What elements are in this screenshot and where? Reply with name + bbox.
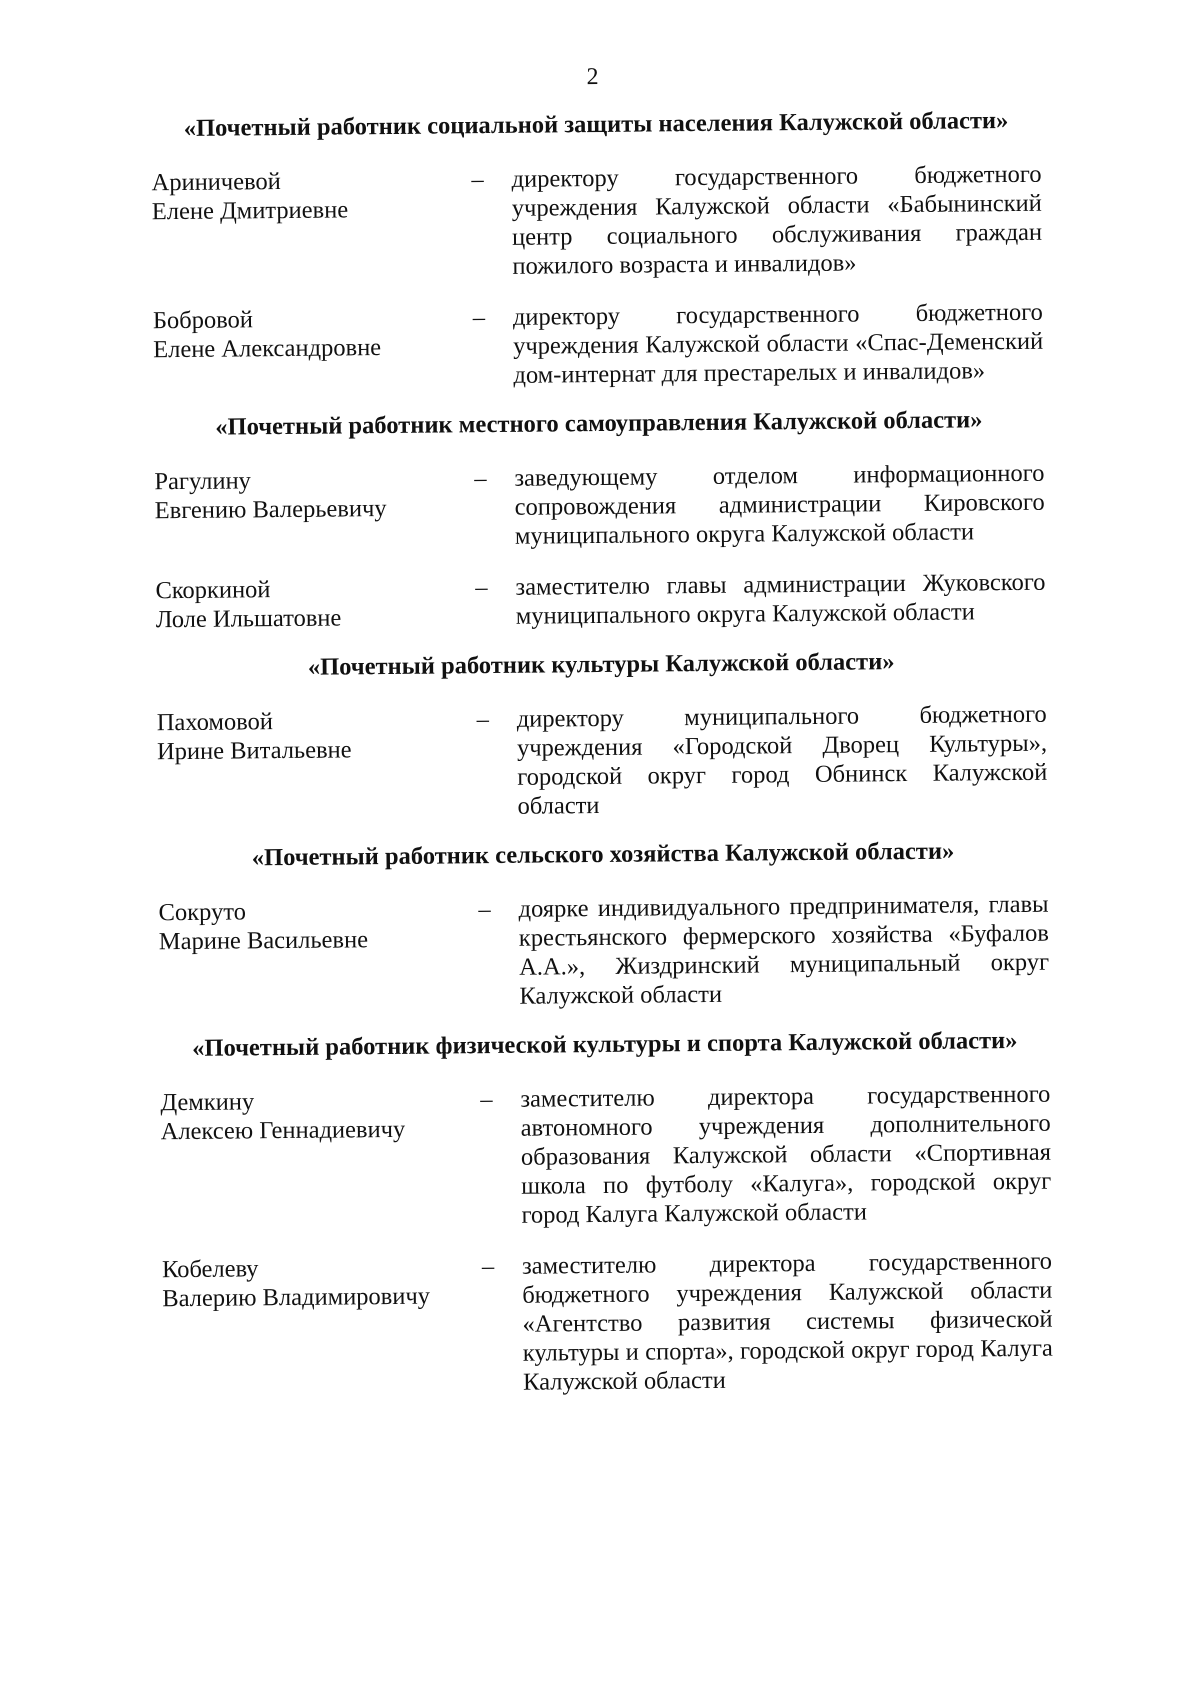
entry-dash: – <box>481 1253 495 1281</box>
recipient-surname: Сокруто <box>158 898 247 927</box>
recipient-given-names: Елене Дмитриевне <box>151 196 349 226</box>
entry-dash: – <box>475 574 488 602</box>
awards-list <box>151 106 1053 1420</box>
recipient-surname: Рагулину <box>154 467 251 496</box>
award-section-sport <box>160 1026 1053 1401</box>
entry-dash: – <box>471 166 484 194</box>
award-title: «Почетный работник социальной защиты населения Калужской области» <box>183 107 1009 142</box>
recipient-given-names: Елене Александровне <box>153 334 382 364</box>
recipient-position: директору государственного бюджетного учреждения Калужской области «Спас-Деменский дом-интернат для престарелых и инвалидов» <box>512 298 1044 389</box>
recipient-surname: Демкину <box>160 1088 255 1117</box>
recipient-position: заведующему отделом информационного сопровождения администрации Кировского муниципального округа Калужской области <box>514 459 1045 550</box>
recipient-position: директору муниципального бюджетного учреждения «Городской Дворец Культуры», городской округ город Обнинск Калужской области <box>516 700 1048 820</box>
award-entry <box>158 890 1049 1015</box>
recipient-name <box>154 464 460 525</box>
recipient-surname: Бобровой <box>152 306 254 335</box>
award-entry <box>154 459 1045 555</box>
award-entry <box>151 160 1042 285</box>
award-title: «Почетный работник местного самоуправления Калужской области» <box>215 406 983 441</box>
recipient-given-names: Ирине Витальевне <box>156 736 352 766</box>
recipient-name <box>162 1252 468 1313</box>
award-entry <box>160 1080 1051 1234</box>
award-section-culture <box>156 646 1048 825</box>
recipient-name <box>158 895 464 956</box>
recipient-surname: Пахомовой <box>156 708 274 737</box>
recipient-position: доярке индивидуального предпринимателя, главы крестьянского фермерского хозяйства «Буфалов А.А.», Жиздринский муниципальный округ Калужской области <box>518 890 1050 1010</box>
recipient-name <box>153 303 459 364</box>
recipient-position: директору государственного бюджетного учреждения Калужской области «Бабынинский центр социального обслуживания граждан пожилого возраста и инвалидов» <box>511 160 1043 280</box>
award-entry <box>162 1247 1053 1401</box>
recipient-given-names: Марине Васильевне <box>158 926 369 956</box>
award-entry <box>153 298 1044 394</box>
recipient-surname: Скоркиной <box>155 576 271 605</box>
recipient-surname: Ариничевой <box>151 168 281 197</box>
recipient-name <box>151 165 457 226</box>
recipient-given-names: Валерию Владимировичу <box>162 1282 431 1313</box>
recipient-position: заместителю директора государственного автономного учреждения дополнительного образования Калужской области «Спортивная школа по футболу «Калуга», городской округ город Калуга Калужской области <box>520 1080 1052 1229</box>
award-entry <box>157 700 1048 825</box>
recipient-given-names: Алексею Геннадиевичу <box>160 1115 406 1146</box>
award-entry <box>155 568 1046 635</box>
award-section-agriculture <box>158 836 1050 1015</box>
recipient-position: заместителю главы администрации Жуковского муниципального округа Калужской области <box>515 568 1046 630</box>
recipient-name <box>157 705 463 766</box>
award-title: «Почетный работник культуры Калужской области» <box>307 648 895 681</box>
entry-dash: – <box>480 1086 493 1114</box>
entry-dash: – <box>478 896 491 924</box>
award-section-social-protection <box>151 106 1044 394</box>
recipient-given-names: Евгению Валерьевичу <box>154 495 387 525</box>
award-title: «Почетный работник физической культуры и спорта Калужской области» <box>192 1027 1018 1062</box>
entry-dash: – <box>474 465 487 493</box>
recipient-name <box>160 1085 466 1146</box>
entry-dash: – <box>476 706 489 734</box>
recipient-given-names: Лоле Ильшатовне <box>155 604 342 634</box>
recipient-surname: Кобелеву <box>161 1255 259 1284</box>
award-section-local-government <box>154 405 1046 635</box>
entry-dash: – <box>472 304 486 332</box>
recipient-name <box>155 573 461 634</box>
recipient-position: заместителю директора государственного бюджетного учреждения Калужской области «Агентство развития системы физической культуры и спорта», городской округ город Калуга Калужской области <box>521 1247 1053 1396</box>
page-number: 2 <box>586 63 599 91</box>
award-title: «Почетный работник сельского хозяйства Калужской области» <box>251 837 955 872</box>
